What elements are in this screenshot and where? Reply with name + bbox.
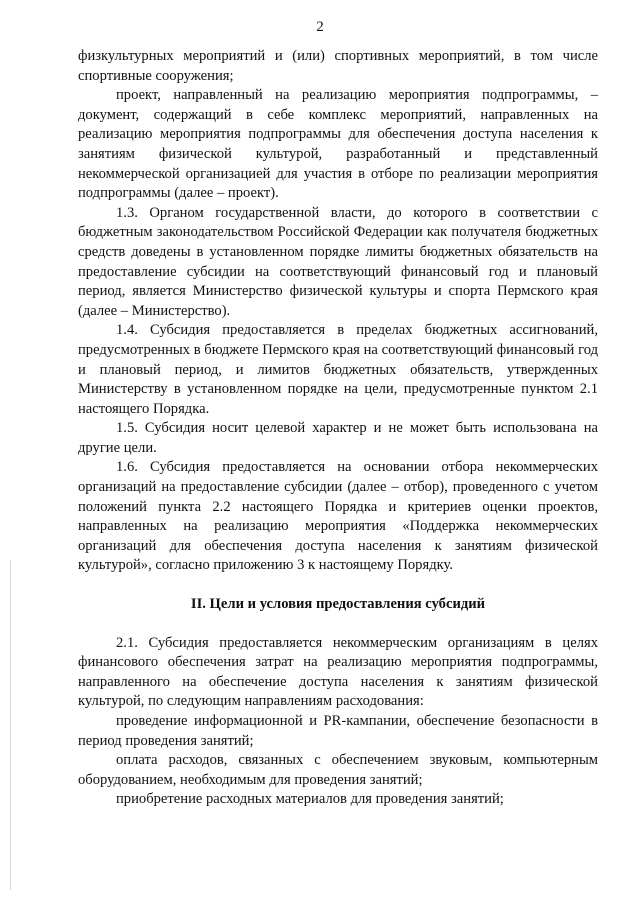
paragraph-1-6: 1.6. Субсидия предоставляется на основании отбора некоммерческих организаций на предоставление субсидии (далее – отбор), проведенного с учетом положений пункта 2.2 настоящего Порядка и критериев оценки проектов, направленных на реализацию мероприятия «Поддержка некоммерческих организаций для обеспечения доступа населения к занятиям физической культурой», согласно приложению 3 к настоящему Порядку. — [78, 459, 598, 574]
paragraph-continuation: физкультурных мероприятий и (или) спортивных мероприятий, в том числе спортивные сооружения; — [78, 48, 598, 84]
paragraph-1-3: 1.3. Органом государственной власти, до которого в соответствии с бюджетным законодательством Российской Федерации как получателя бюджетных средств доведены в установленном порядке лимиты бюджетных обязательств на предоставление субсидии на соответствующий финансовый год и плановый период, является Министерство физической культуры и спорта Пермского края (далее – Министерство). — [78, 204, 598, 319]
page-number: 2 — [316, 19, 324, 35]
list-item-information-campaign: проведение информационной и PR-кампании, обеспечение безопасности в период проведения занятий; — [78, 713, 598, 749]
scan-edge-line — [10, 560, 11, 890]
paragraph-project-definition: проект, направленный на реализацию мероприятия подпрограммы, – документ, содержащий в себе комплекс мероприятий, направленных на реализацию мероприятия подпрограммы для обеспечения доступа населения к занятиям физической культурой, разработанный и представленный некоммерческой организацией для участия в отборе по реализации мероприятия подпрограммы (далее – проект). — [78, 87, 598, 202]
list-item-equipment-costs: оплата расходов, связанных с обеспечением звуковым, компьютерным оборудованием, необходимым для проведения занятий; — [78, 752, 598, 788]
section-heading: II. Цели и условия предоставления субсидий — [190, 596, 486, 613]
paragraph-2-1: 2.1. Субсидия предоставляется некоммерческим организациям в целях финансового обеспечения затрат на реализацию мероприятия подпрограммы, направленного на обеспечение доступа населения к занятиям физической культурой, по следующим направлениям расходования: — [78, 634, 598, 710]
list-item-consumables: приобретение расходных материалов для проведения занятий; — [116, 791, 504, 808]
paragraph-1-5: 1.5. Субсидия носит целевой характер и не может быть использована на другие цели. — [78, 420, 598, 456]
document-body — [78, 47, 598, 810]
paragraph-1-4: 1.4. Субсидия предоставляется в пределах бюджетных ассигнований, предусмотренных в бюджете Пермского края на соответствующий финансовый год и плановый период, и лимитов бюджетных обязательств, утвержденных Министерству в установленном порядке на цели, предусмотренные пунктом 2.1 настоящего Порядка. — [78, 322, 598, 417]
